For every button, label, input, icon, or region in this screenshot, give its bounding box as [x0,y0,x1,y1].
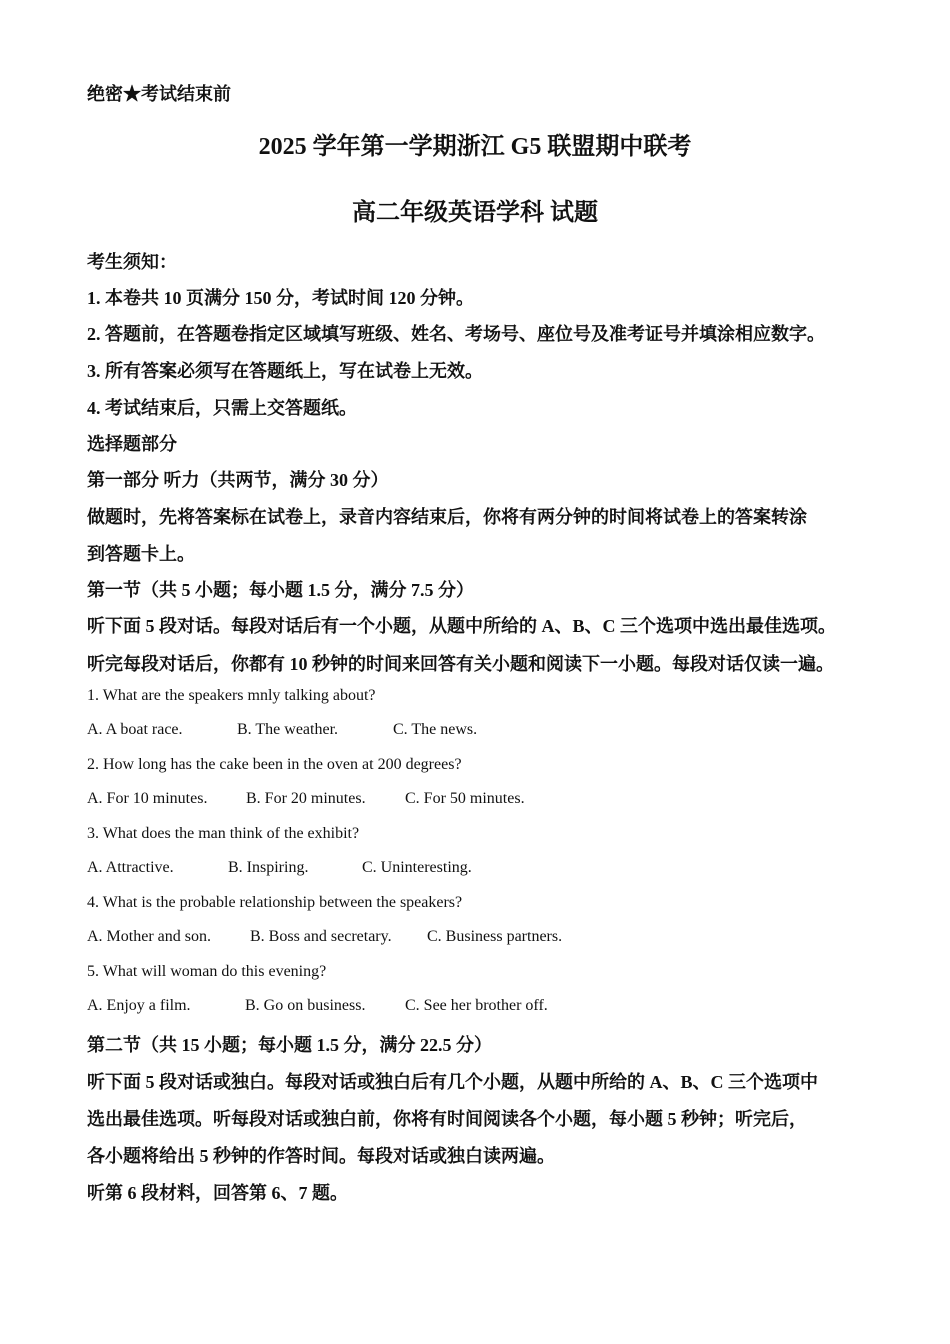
option-b: B. Inspiring. [228,859,309,876]
option-a: A. Attractive. [87,859,174,876]
section1-instruction: 听完每段对话后，你都有 10 秒钟的时间来回答有关小题和阅读下一小题。每段对话仅读一遍。 [87,654,834,674]
option-a: A. Mother and son. [87,928,211,945]
option-b: B. Boss and secretary. [250,928,392,945]
section2-instruction: 选出最佳选项。听每段对话或独白前，你将有时间阅读各个小题，每小题 5 秒钟；听完后， [87,1109,807,1129]
question-options [87,721,477,739]
question-options [87,859,472,877]
confidential-label: 绝密★考试结束前 [87,84,231,104]
section2-instruction: 听下面 5 段对话或独白。每段对话或独白后有几个小题，从题中所给的 A、B、C 三个选项中 [87,1072,818,1092]
question-text: 4. What is the probable relationship between the speakers? [87,894,463,911]
option-a: A. Enjoy a film. [87,997,191,1014]
question-text: 5. What will woman do this evening? [87,963,327,980]
exam-subtitle: 高二年级英语学科 试题 [352,200,598,226]
option-c: C. See her brother off. [405,997,548,1014]
option-c: C. Uninteresting. [362,859,472,876]
question-options [87,928,562,946]
notice-item: 3. 所有答案必须写在答题纸上，写在试卷上无效。 [87,361,483,381]
exam-title: 2025 学年第一学期浙江 G5 联盟期中联考 [258,134,692,160]
question-options [87,790,525,808]
notice-item: 4. 考试结束后，只需上交答题纸。 [87,398,357,418]
part1-title: 第一部分 听力（共两节，满分 30 分） [87,470,389,490]
section1-instruction: 听下面 5 段对话。每段对话后有一个小题，从题中所给的 A、B、C 三个选项中选出最佳选项。 [87,616,836,636]
option-c: C. The news. [393,721,478,738]
section1-title: 第一节（共 5 小题；每小题 1.5 分，满分 7.5 分） [87,580,474,600]
option-a: A. For 10 minutes. [87,790,208,807]
notice-item: 1. 本卷共 10 页满分 150 分，考试时间 120 分钟。 [87,288,474,308]
option-a: A. A boat race. [87,721,183,738]
option-b: B. The weather. [237,721,339,738]
option-b: B. Go on business. [245,997,366,1014]
notice-heading: 考生须知： [87,252,177,272]
section2-instruction: 各小题将给出 5 秒钟的作答时间。每段对话或独白读两遍。 [87,1146,555,1166]
part1-instruction: 做题时，先将答案标在试卷上，录音内容结束后，你将有两分钟的时间将试卷上的答案转涂 [87,507,807,527]
option-c: C. Business partners. [427,928,563,945]
question-options [87,997,548,1015]
notice-item: 2. 答题前，在答题卷指定区域填写班级、姓名、考场号、座位号及准考证号并填涂相应数字。 [87,324,825,344]
option-b: B. For 20 minutes. [246,790,366,807]
question-text: 3. What does the man think of the exhibit? [87,825,360,842]
question-text: 1. What are the speakers mnly talking about? [87,687,376,704]
option-c: C. For 50 minutes. [405,790,525,807]
part1-instruction: 到答题卡上。 [87,544,195,564]
part-label: 选择题部分 [87,434,177,454]
question-text: 2. How long has the cake been in the oven at 200 degrees? [87,756,462,773]
section2-title: 第二节（共 15 小题；每小题 1.5 分，满分 22.5 分） [87,1035,492,1055]
section2-sub-instruction: 听第 6 段材料，回答第 6、7 题。 [87,1183,348,1203]
